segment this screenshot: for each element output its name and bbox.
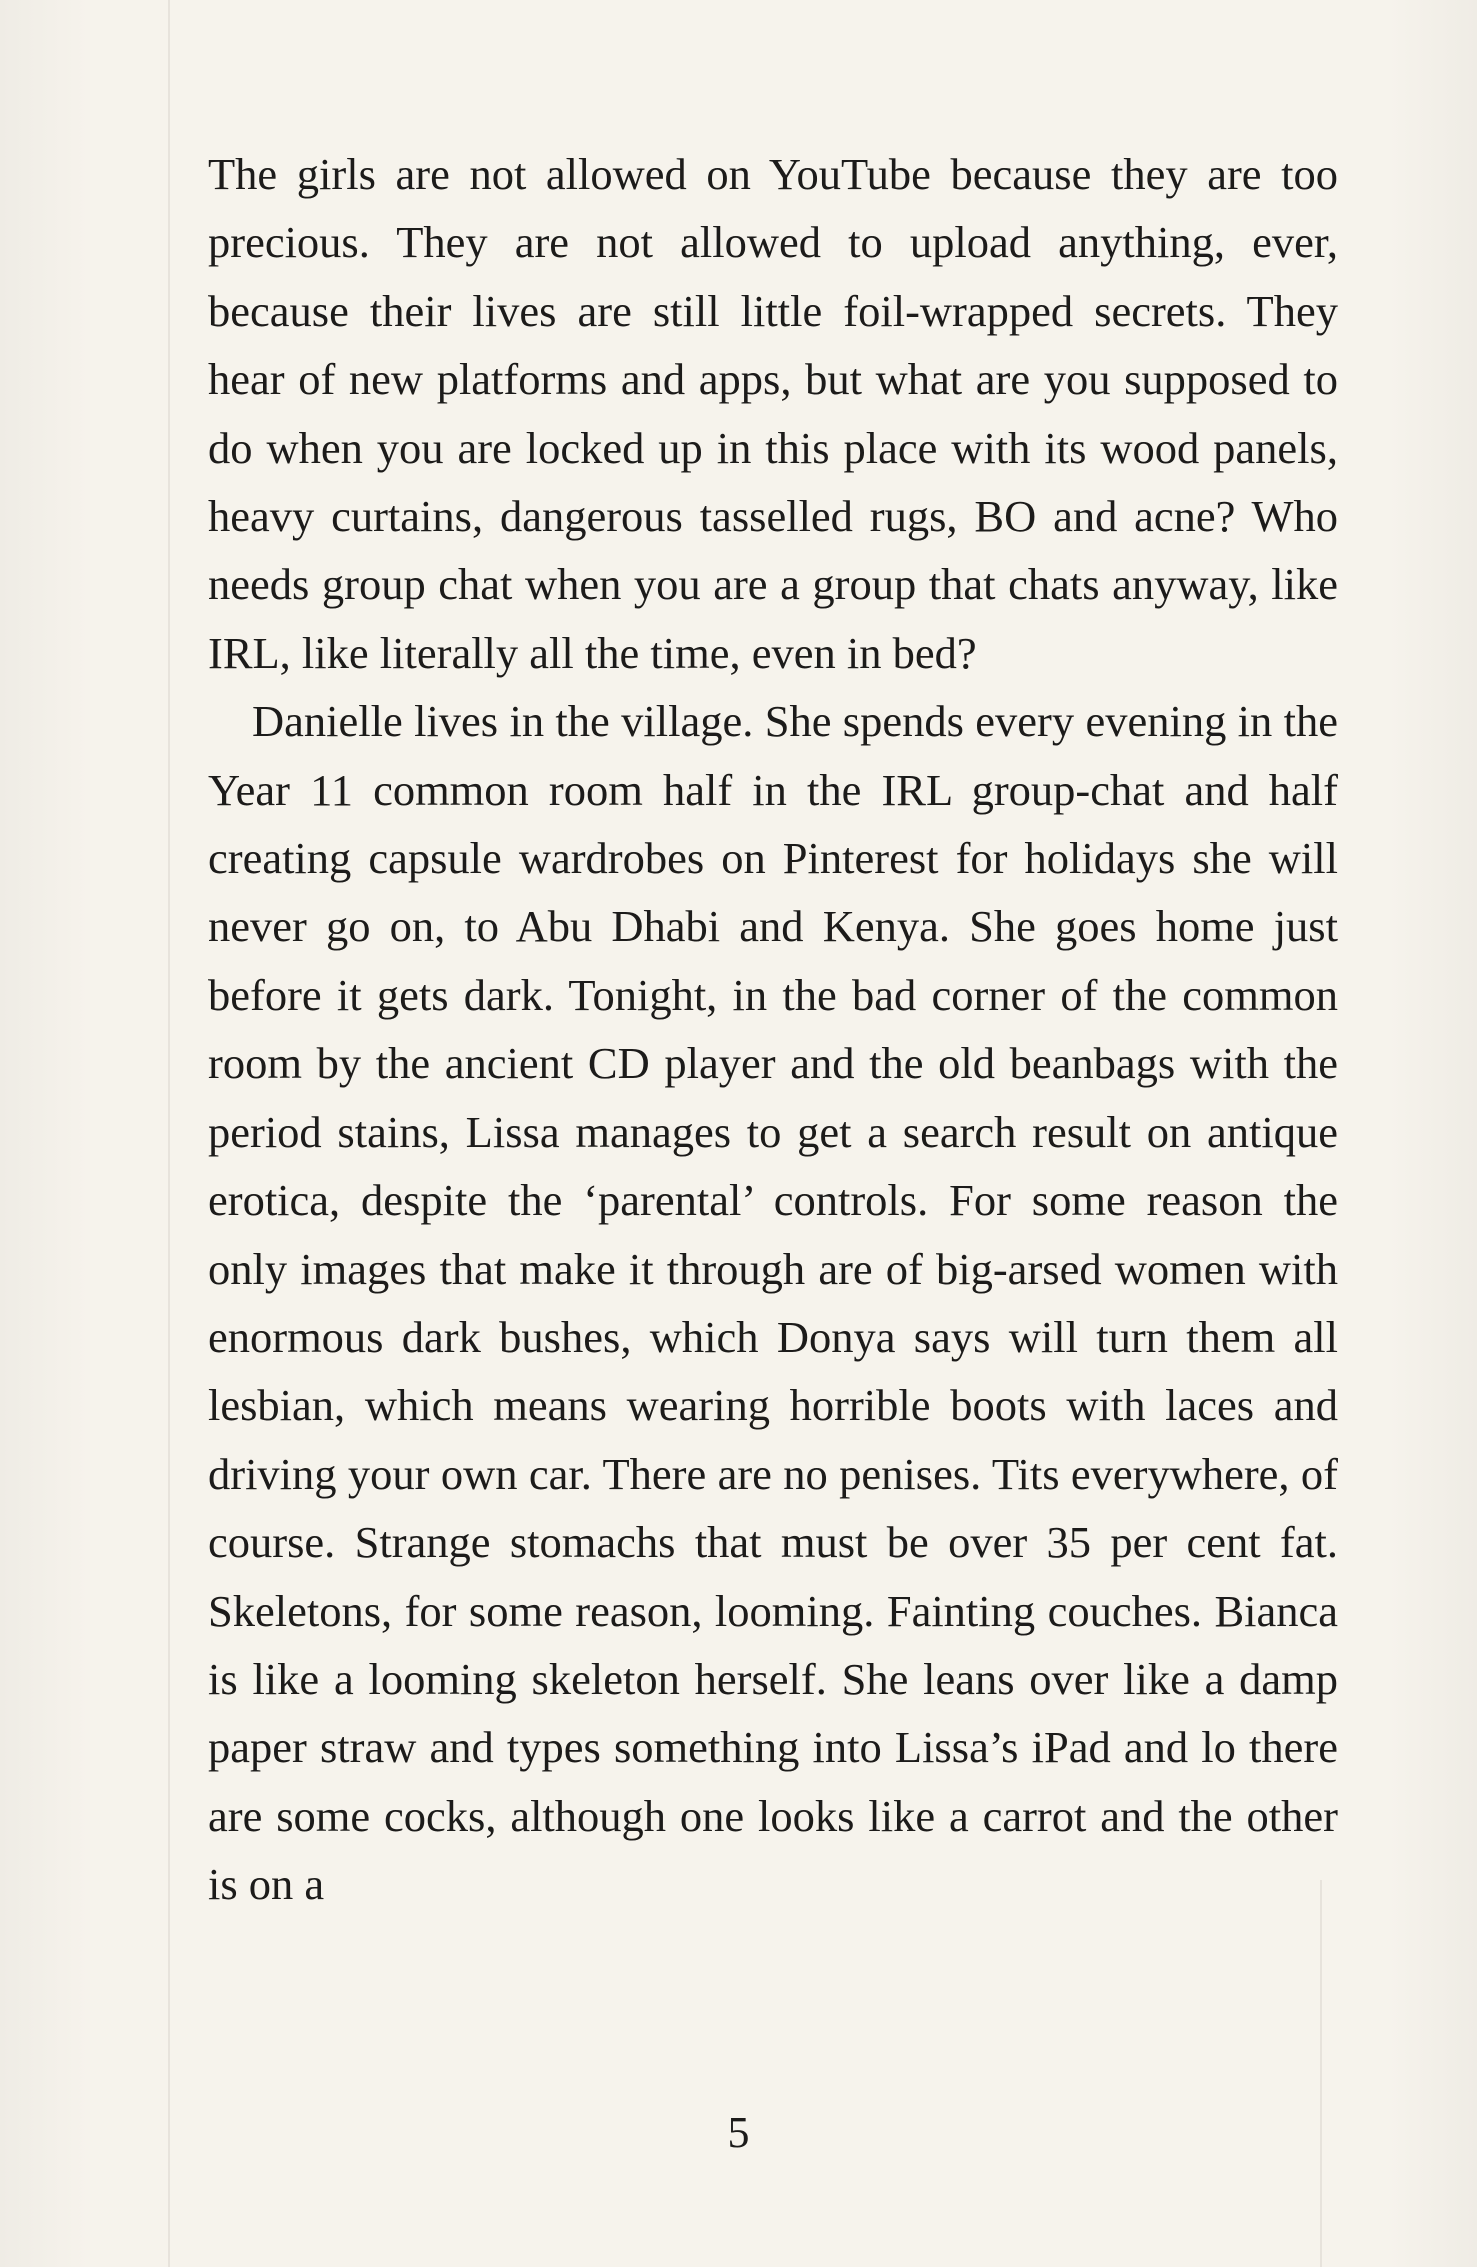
page-number: 5 [727, 2108, 750, 2157]
paragraph-1: The girls are not allowed on YouTube because they are too precious. They are not allowed to upload anything, ever, because their lives are still little foil-wrapped secrets. They hear of new platforms and apps, but what are you supposed to do when you are locked up in this place with its wood panels, heavy curtains, dangerous tasselled rugs, BO and acne? Who needs group chat when you are a group that chats anyway, like IRL, like literally all the time, even in bed? [208, 149, 1338, 678]
body-text [208, 140, 1338, 1919]
scan-crease-mark [168, 0, 170, 2267]
scan-crease-mark-right [1320, 1880, 1322, 2267]
paragraph-2: Danielle lives in the village. She spends every evening in the Year 11 common room half in the IRL group-chat and half creating capsule wardrobes on Pinterest for holidays she will never go on, to Abu Dhabi and Kenya. She goes home just before it gets dark. Tonight, in the bad corner of the common room by the ancient CD player and the old beanbags with the period stains, Lissa manages to get a search result on antique erotica, despite the ‘parental’ controls. For some reason the only images that make it through are of big-arsed women with enormous dark bushes, which Donya says will turn them all lesbian, which means wearing horrible boots with laces and driving your own car. There are no penises. Tits everywhere, of course. Strange stomachs that must be over 35 per cent fat. Skeletons, for some reason, looming. Fainting couches. Bianca is like a looming skeleton herself. She leans over like a damp paper straw and types something into Lissa’s iPad and lo there are some cocks, although one looks like a carrot and the other is on a [208, 696, 1338, 1910]
